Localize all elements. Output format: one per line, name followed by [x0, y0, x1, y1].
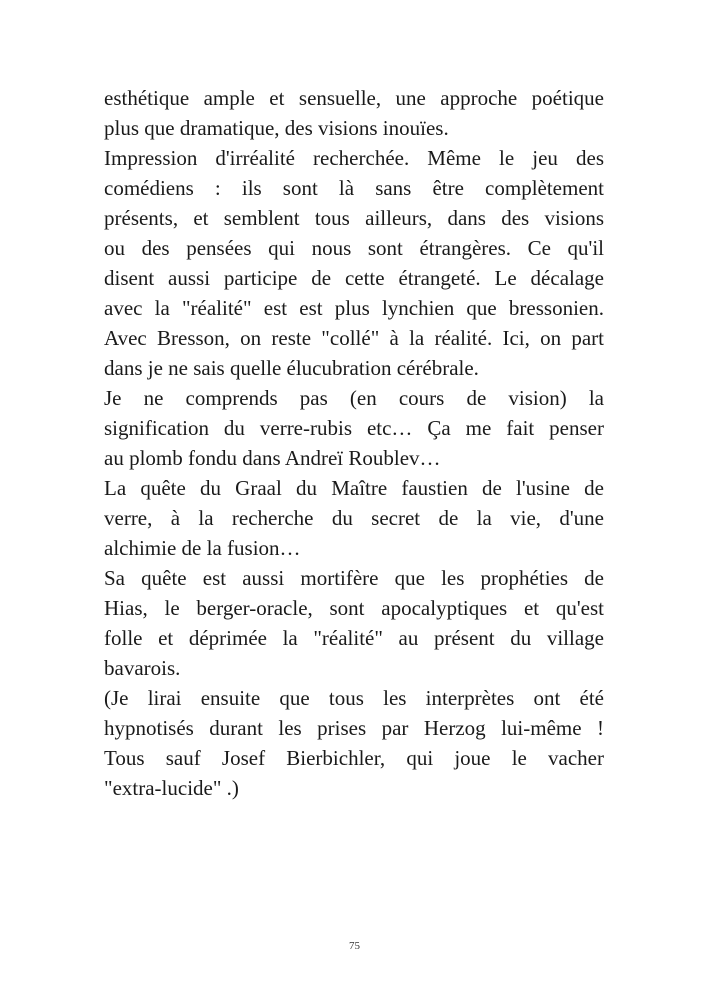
text-line: avec la "réalité" est est plus lynchien que bressonien.: [104, 296, 604, 320]
text-line: hypnotisés durant les prises par Herzog lui-même !: [104, 716, 604, 740]
paragraph: [104, 563, 604, 683]
text-line: disent aussi participe de cette étrangeté. Le décalage: [104, 266, 604, 290]
text-line: Tous sauf Josef Bierbichler, qui joue le vacher: [104, 746, 604, 770]
text-line: comédiens : ils sont là sans être complètement: [104, 176, 604, 200]
paragraph: [104, 143, 604, 383]
text-line: présents, et semblent tous ailleurs, dans des visions: [104, 206, 604, 230]
body-text: [104, 83, 604, 803]
text-line: dans je ne sais quelle élucubration cérébrale.: [104, 356, 479, 380]
paragraph: [104, 83, 604, 143]
text-line: plus que dramatique, des visions inouïes.: [104, 116, 449, 140]
paragraph: [104, 473, 604, 563]
text-line: verre, à la recherche du secret de la vie, d'une: [104, 506, 604, 530]
text-line: alchimie de la fusion…: [104, 536, 301, 560]
text-line: Impression d'irréalité recherchée. Même le jeu des: [104, 146, 604, 170]
text-line: ou des pensées qui nous sont étrangères. Ce qu'il: [104, 236, 604, 260]
text-line: "extra-lucide" .): [104, 776, 239, 800]
paragraph: [104, 683, 604, 803]
text-line: folle et déprimée la "réalité" au présent du village: [104, 626, 604, 650]
text-line: La quête du Graal du Maître faustien de l'usine de: [104, 476, 604, 500]
text-line: (Je lirai ensuite que tous les interprètes ont été: [104, 686, 604, 710]
text-line: Hias, le berger-oracle, sont apocalyptiques et qu'est: [104, 596, 604, 620]
paragraph: [104, 383, 604, 473]
text-line: Je ne comprends pas (en cours de vision) la: [104, 386, 604, 410]
text-line: Sa quête est aussi mortifère que les prophéties de: [104, 566, 604, 590]
text-line: signification du verre-rubis etc… Ça me fait penser: [104, 416, 604, 440]
text-line: au plomb fondu dans Andreï Roublev…: [104, 446, 441, 470]
text-line: bavarois.: [104, 656, 181, 680]
text-line: esthétique ample et sensuelle, une approche poétique: [104, 86, 604, 110]
page-number: 75: [349, 940, 360, 952]
text-line: Avec Bresson, on reste "collé" à la réalité. Ici, on part: [104, 326, 604, 350]
